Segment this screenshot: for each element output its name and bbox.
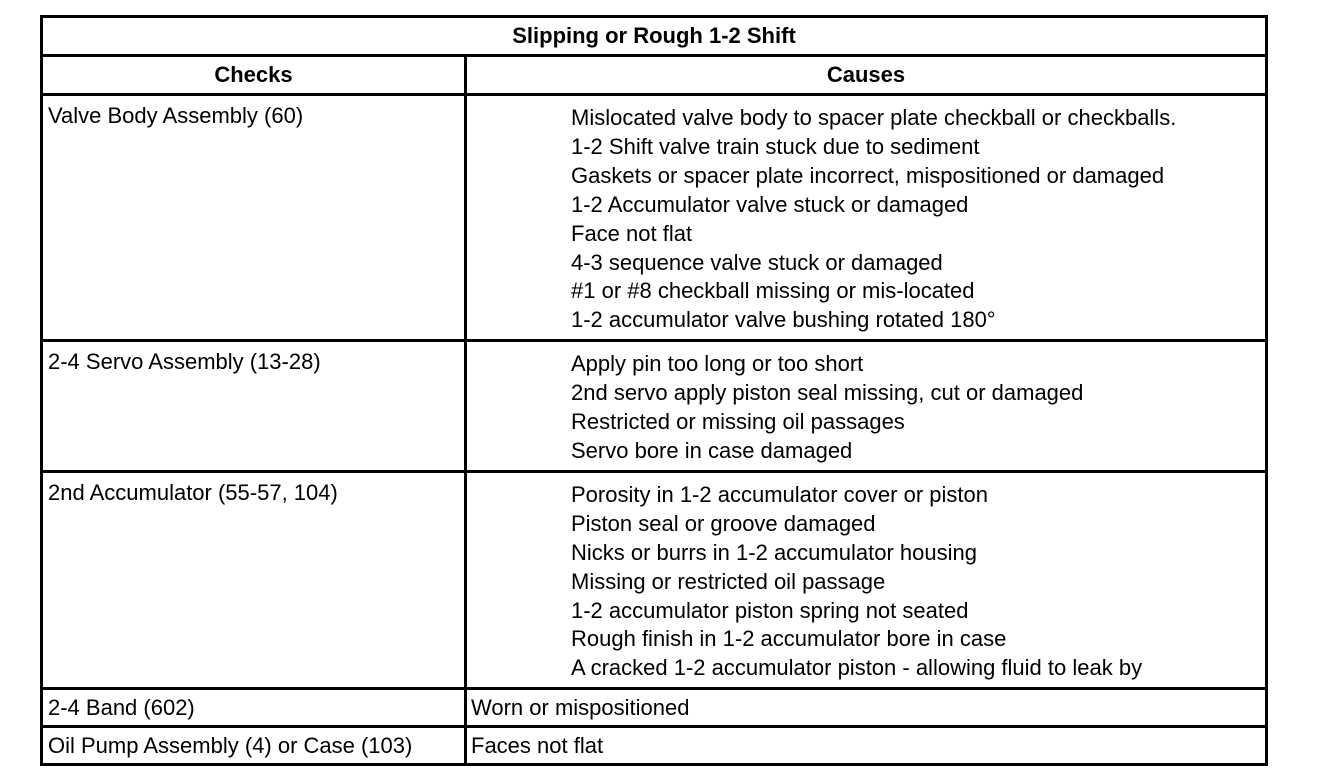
- check-label: 2-4 Servo Assembly (13-28): [48, 349, 321, 375]
- cause-item: Mislocated valve body to spacer plate checkball or checkballs.: [571, 105, 1177, 130]
- cause-item: Face not flat: [571, 220, 693, 246]
- causes-cell: [466, 471, 1267, 688]
- cause-item: 2nd servo apply piston seal missing, cut or damaged: [571, 380, 1084, 406]
- cause-item: Servo bore in case damaged: [571, 437, 853, 463]
- cause-item: Piston seal or groove damaged: [571, 510, 876, 536]
- cause-item: Nicks or burrs in 1-2 accumulator housing: [571, 539, 977, 565]
- check-label: 2-4 Band (602): [48, 695, 195, 721]
- table-row: [42, 471, 1267, 688]
- table-row: [42, 95, 1267, 341]
- causes-cell: [466, 689, 1267, 727]
- cause-item: #1 or #8 checkball missing or mis-located: [571, 278, 975, 304]
- check-cell: [42, 95, 466, 341]
- table-row: [42, 341, 1267, 472]
- diagnosis-table: [40, 15, 1268, 766]
- cause-item: Missing or restricted oil passage: [571, 568, 886, 594]
- table-title: Slipping or Rough 1-2 Shift: [42, 17, 1267, 56]
- check-cell: [42, 727, 466, 765]
- cause-item: Rough finish in 1-2 accumulator bore in case: [571, 626, 1007, 652]
- check-label: Oil Pump Assembly (4) or Case (103): [48, 733, 413, 759]
- cause-item: Apply pin too long or too short: [571, 351, 864, 377]
- check-cell: [42, 471, 466, 688]
- cause-item: 1-2 accumulator valve bushing rotated 180°: [571, 307, 996, 333]
- causes-list: [467, 96, 1265, 339]
- cause-item: Faces not flat: [471, 733, 604, 759]
- causes-cell: [466, 727, 1267, 765]
- cause-item: Worn or mispositioned: [471, 695, 690, 721]
- cause-item: Gaskets or spacer plate incorrect, mispositioned or damaged: [571, 162, 1165, 188]
- check-cell: [42, 689, 466, 727]
- cause-item: Porosity in 1-2 accumulator cover or piston: [571, 481, 988, 507]
- causes-list: [467, 342, 1265, 470]
- causes-header: Causes: [466, 56, 1267, 95]
- cause-item: 1-2 Accumulator valve stuck or damaged: [571, 191, 969, 217]
- table-row: [42, 727, 1267, 765]
- check-cell: [42, 341, 466, 472]
- cause-item: A cracked 1-2 accumulator piston - allowing fluid to leak by: [571, 655, 1143, 681]
- cause-item: 1-2 Shift valve train stuck due to sediment: [571, 133, 980, 159]
- cause-item: 4-3 sequence valve stuck or damaged: [571, 249, 943, 275]
- cause-item: Restricted or missing oil passages: [571, 409, 905, 435]
- title-row: [42, 17, 1267, 56]
- causes-cell: [466, 341, 1267, 472]
- checks-header: Checks: [42, 56, 466, 95]
- causes-list: [467, 473, 1265, 687]
- cause-item: 1-2 accumulator piston spring not seated: [571, 597, 969, 623]
- table-row: [42, 689, 1267, 727]
- header-row: [42, 56, 1267, 95]
- check-label: 2nd Accumulator (55-57, 104): [48, 479, 338, 505]
- check-label: Valve Body Assembly (60): [48, 103, 304, 128]
- causes-cell: [466, 95, 1267, 341]
